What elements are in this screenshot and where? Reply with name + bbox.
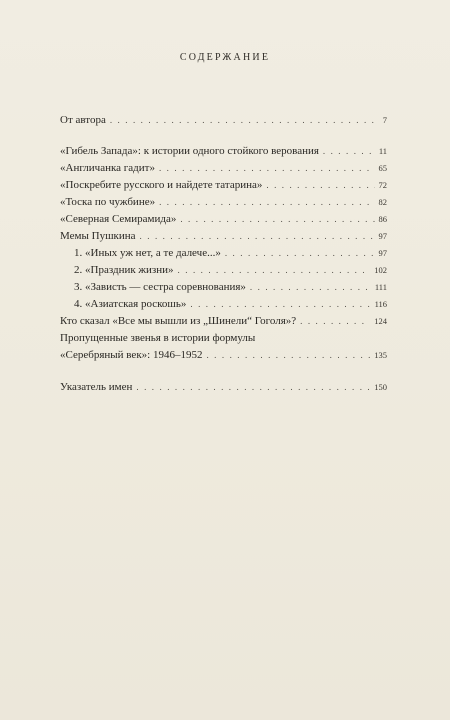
toc-entry-ot-avtora[interactable] [60,113,387,127]
toc-entry-page: 97 [378,248,387,258]
dot-leader [323,144,375,158]
toc-entry-toska[interactable] [60,195,387,209]
toc-entry-title: От автора [60,114,106,126]
toc-entry-title: «Англичанка гадит» [60,162,155,174]
toc-entry-page: 72 [378,180,387,190]
dot-leader [250,280,371,294]
toc-entry-page: 135 [374,350,387,360]
toc-entry-shinel[interactable] [60,314,387,328]
dot-leader [266,178,374,192]
toc-entry-page: 97 [378,231,387,241]
dot-leader [206,348,370,362]
toc-subentry-inyh[interactable] [74,246,387,260]
toc-entry-title: 3. «Зависть — сестра соревнования» [74,281,246,293]
toc-entry-page: 124 [374,316,387,326]
dot-leader [159,161,375,175]
dot-leader [159,195,374,209]
toc-entry-anglichanka[interactable] [60,161,387,175]
toc-entry-serebryanyi-vek[interactable] [60,348,387,362]
toc-entry-page: 86 [378,214,387,224]
contents-heading: СОДЕРЖАНИЕ [179,52,271,63]
toc-subentry-prazdnik[interactable] [74,263,387,277]
toc-entry-title: «Северная Семирамида» [60,213,177,225]
toc-entry-title: 2. «Праздник жизни» [74,264,174,276]
toc-entry-title: «Серебряный век»: 1946–1952 [60,349,203,361]
toc-entry-title: «Поскребите русского и найдете татарина» [60,179,263,191]
toc-subentry-roskosh[interactable] [74,297,387,311]
toc-entry-title: Указатель имен [60,381,133,393]
toc-entry-page: 111 [374,282,387,292]
toc-entry-title: 1. «Иных уж нет, а те далече...» [74,247,221,259]
dot-leader [136,380,370,394]
toc-entry-page: 11 [378,146,387,156]
dot-leader [190,297,370,311]
toc-entry-page: 7 [382,115,387,125]
toc-entry-page: 116 [374,299,387,309]
dot-leader [225,246,375,260]
dot-leader [178,263,371,277]
toc-entry-gibel-zapada[interactable] [60,144,387,158]
toc-entry-page: 150 [374,382,387,392]
toc-entry-page: 82 [378,197,387,207]
toc-entry-poskrebite[interactable] [60,178,387,192]
toc-entry-propushchennye-line1[interactable]: Пропущенные звенья в истории формулы [60,332,256,344]
toc-entry-page: 65 [378,163,387,173]
toc-entry-ukazatel[interactable] [60,380,387,394]
toc-entry-semiramida[interactable] [60,212,387,226]
toc-entry-memy-pushkina[interactable] [60,229,387,243]
toc-entry-title: «Гибель Запада»: к истории одного стойкого верования [60,145,319,157]
dot-leader [300,314,370,328]
dot-leader [110,113,379,127]
dot-leader [180,212,374,226]
toc-entry-page: 102 [374,265,387,275]
toc-entry-title: «Тоска по чужбине» [60,196,156,208]
toc-entry-title: 4. «Азиатская роскошь» [74,298,187,310]
toc-entry-title: Кто сказал «Все мы вышли из „Шинели“ Гоголя»? [60,315,297,327]
toc-subentry-zavist[interactable] [74,280,387,294]
dot-leader [140,229,375,243]
toc-entry-title: Мемы Пушкина [60,230,136,242]
